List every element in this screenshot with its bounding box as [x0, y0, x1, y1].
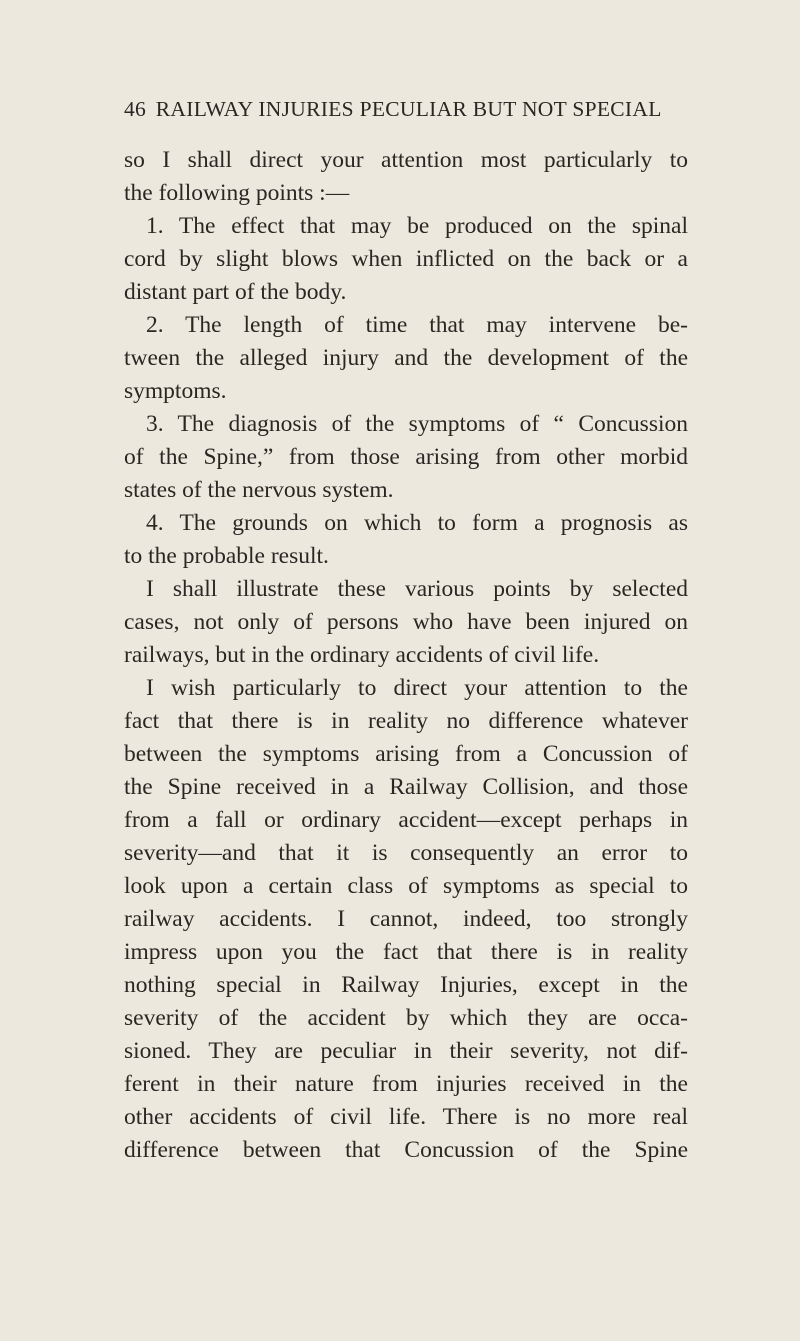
text-line: severity—and that it is consequently an error to: [124, 840, 688, 866]
text-line: cases, not only of persons who have been injured on: [124, 609, 688, 635]
running-header: [124, 97, 690, 122]
text-line: impress upon you the fact that there is in reality: [124, 939, 688, 965]
text-line: ferent in their nature from injuries received in the: [124, 1071, 688, 1097]
text-line: the following points :—: [124, 180, 350, 206]
text-line: 4. The grounds on which to form a prognosis as: [146, 510, 688, 536]
text-line: nothing special in Railway Injuries, except in the: [124, 972, 688, 998]
text-line: I wish particularly to direct your attention to the: [146, 675, 688, 701]
text-line: sioned. They are peculiar in their severity, not dif-: [124, 1038, 688, 1064]
text-line: symptoms.: [124, 378, 227, 404]
text-line: of the Spine,” from those arising from other morbid: [124, 444, 688, 470]
running-title: RAILWAY INJURIES PECULIAR BUT NOT SPECIAL: [155, 97, 662, 121]
text-line: look upon a certain class of symptoms as special to: [124, 873, 688, 899]
text-line: railways, but in the ordinary accidents of civil life.: [124, 642, 600, 668]
text-line: the Spine received in a Railway Collision, and those: [124, 774, 688, 800]
text-line: severity of the accident by which they are occa-: [124, 1005, 688, 1031]
text-line: 3. The diagnosis of the symptoms of “ Concussion: [146, 411, 688, 437]
text-line: tween the alleged injury and the development of the: [124, 345, 688, 371]
text-line: difference between that Concussion of the Spine: [124, 1137, 688, 1163]
text-line: so I shall direct your attention most particularly to: [124, 147, 688, 173]
text-line: states of the nervous system.: [124, 477, 394, 503]
text-line: 1. The effect that may be produced on the spinal: [146, 213, 688, 239]
page-number: 46: [124, 97, 147, 121]
text-line: between the symptoms arising from a Concussion of: [124, 741, 688, 767]
text-line: other accidents of civil life. There is no more real: [124, 1104, 688, 1130]
text-line: cord by slight blows when inflicted on the back or a: [124, 246, 688, 272]
text-line: I shall illustrate these various points by selected: [146, 576, 688, 602]
text-line: 2. The length of time that may intervene be-: [146, 312, 688, 338]
text-line: fact that there is in reality no difference whatever: [124, 708, 688, 734]
body-text: [124, 144, 688, 1167]
text-line: railway accidents. I cannot, indeed, too strongly: [124, 906, 688, 932]
text-line: from a fall or ordinary accident—except perhaps in: [124, 807, 688, 833]
text-line: to the probable result.: [124, 543, 329, 569]
text-line: distant part of the body.: [124, 279, 347, 305]
